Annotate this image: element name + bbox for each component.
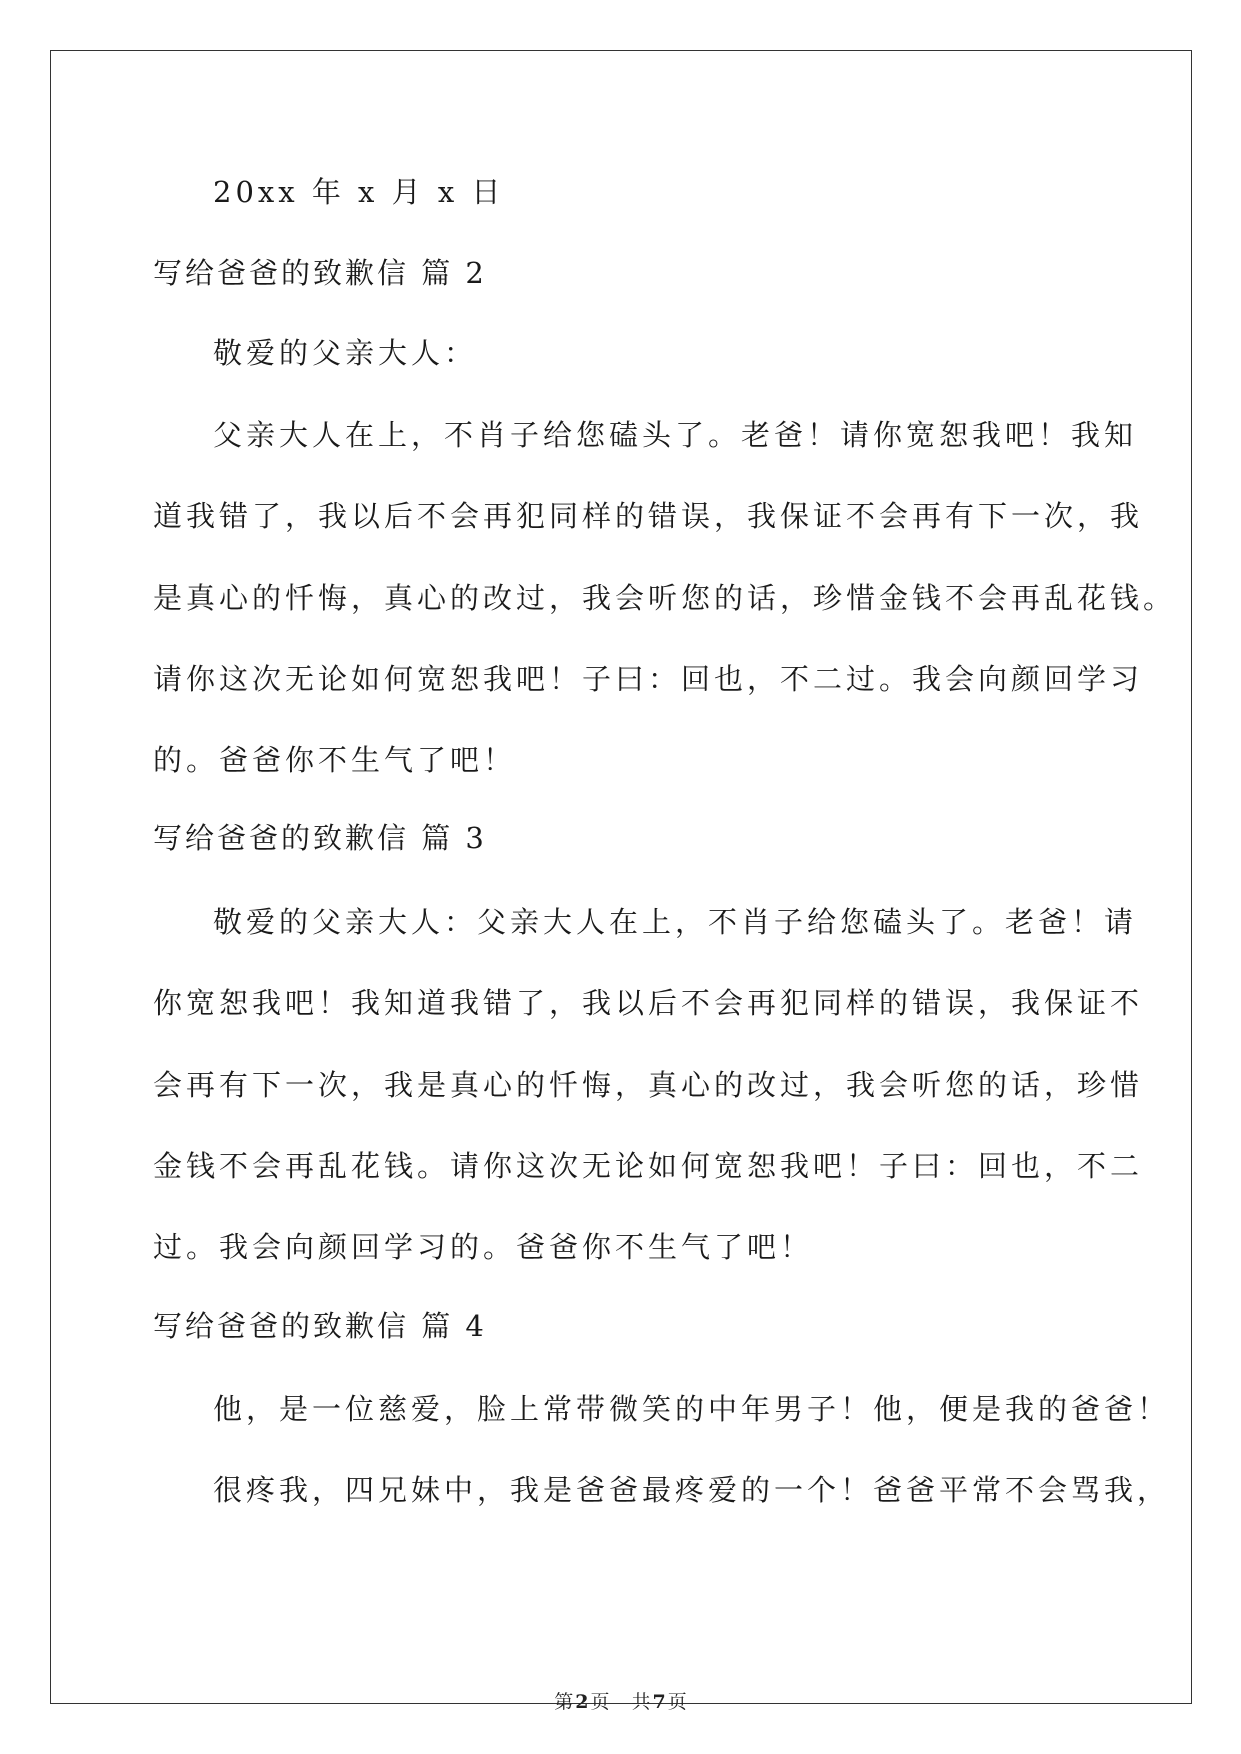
total-pages: 7 [652, 1691, 666, 1713]
section-heading-3: 写给爸爸的致歉信 篇 3 [153, 821, 487, 855]
paragraph-line: 的。爸爸你不生气了吧！ [153, 743, 517, 777]
paragraph-line: 道我错了，我以后不会再犯同样的错误，我保证不会再有下一次，我 [153, 499, 1144, 533]
paragraph-line: 你宽恕我吧！我知道我错了，我以后不会再犯同样的错误，我保证不 [153, 986, 1144, 1020]
paragraph-line: 父亲大人在上，不肖子给您磕头了。老爸！请你宽恕我吧！我知 [213, 418, 1138, 452]
salutation: 敬爱的父亲大人： [213, 336, 478, 370]
page-prefix: 第 [554, 1691, 574, 1713]
page-footer [0, 1690, 1241, 1714]
paragraph-line: 请你这次无论如何宽恕我吧！子曰：回也，不二过。我会向颜回学习 [153, 662, 1144, 696]
page-suffix: 页 [590, 1691, 610, 1713]
paragraph-line: 他，是一位慈爱，脸上常带微笑的中年男子！他，便是我的爸爸！ [213, 1392, 1171, 1426]
page-number: 2 [575, 1691, 589, 1713]
paragraph-line: 过。我会向颜回学习的。爸爸你不生气了吧！ [153, 1230, 814, 1264]
paragraph-line: 很疼我，四兄妹中，我是爸爸最疼爱的一个！爸爸平常不会骂我， [213, 1473, 1171, 1507]
paragraph-line: 是真心的忏悔，真心的改过，我会听您的话，珍惜金钱不会再乱花钱。 [153, 581, 1177, 615]
section-heading-4: 写给爸爸的致歉信 篇 4 [153, 1309, 487, 1343]
page-frame [50, 50, 1192, 1704]
paragraph-line: 会再有下一次，我是真心的忏悔，真心的改过，我会听您的话，珍惜 [153, 1068, 1144, 1102]
paragraph-line: 金钱不会再乱花钱。请你这次无论如何宽恕我吧！子曰：回也，不二 [153, 1149, 1144, 1183]
section-heading-2: 写给爸爸的致歉信 篇 2 [153, 256, 487, 290]
total-suffix: 页 [667, 1691, 687, 1713]
paragraph-line: 敬爱的父亲大人：父亲大人在上，不肖子给您磕头了。老爸！请 [213, 905, 1138, 939]
date-line: 20xx 年 x 月 x 日 [213, 175, 505, 209]
total-prefix: 共 [631, 1691, 651, 1713]
